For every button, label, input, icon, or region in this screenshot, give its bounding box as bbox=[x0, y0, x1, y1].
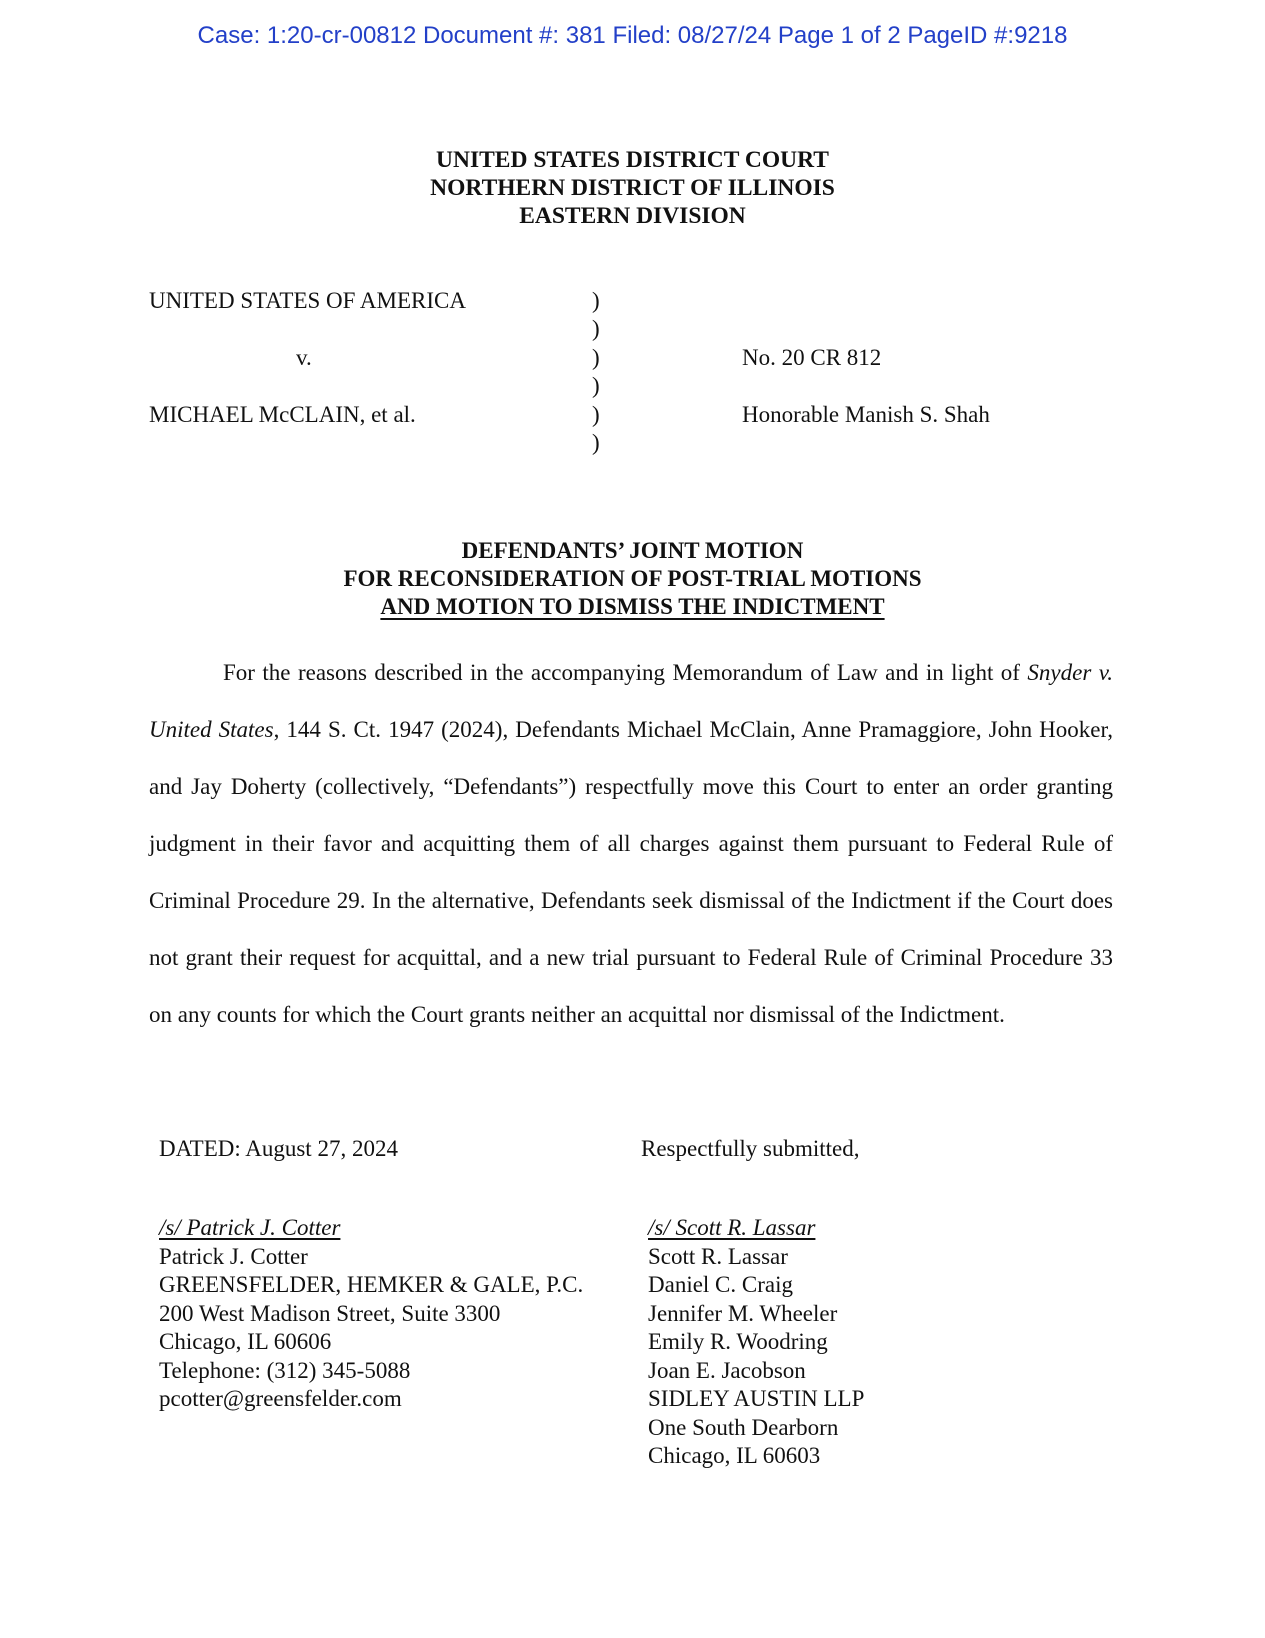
left-signature-line bbox=[159, 1214, 583, 1243]
court-name: UNITED STATES DISTRICT COURT bbox=[436, 147, 829, 173]
caption-paren: ) bbox=[592, 288, 600, 313]
caption-paren: ) bbox=[592, 316, 600, 341]
right-attorney-5: Joan E. Jacobson bbox=[648, 1357, 806, 1383]
right-address: One South Dearborn bbox=[648, 1414, 839, 1440]
motion-title-line-3 bbox=[0, 594, 1265, 620]
case-header-stamp: Case: 1:20-cr-00812 Document #: 381 Filed: 08/27/24 Page 1 of 2 PageID #:9218 bbox=[197, 22, 1068, 49]
right-attorney-3: Jennifer M. Wheeler bbox=[648, 1300, 838, 1326]
judge-name: Honorable Manish S. Shah bbox=[742, 402, 990, 427]
body-text-part-2: , 144 S. Ct. 1947 (2024), Defendants Michael McClain, Anne Pramaggiore, John Hooker, and Jay Doherty (collectively, “Defendants”) respectfully move this Court to enter an order granting judgment in their favor and acquitting them of all charges against them pursuant to Federal Rule of Criminal Procedure 29. In the alternative, Defendants seek dismissal of the Indictment if the Court does not grant their request for acquittal, and a new trial pursuant to Federal Rule of Criminal Procedure 33 on any counts for which the Court grants neither an acquittal nor dismissal of the Indictment. bbox=[149, 717, 1113, 1027]
caption-defendant: MICHAEL McCLAIN, et al. bbox=[149, 402, 416, 427]
court-district: NORTHERN DISTRICT OF ILLINOIS bbox=[430, 175, 835, 201]
right-signature-block bbox=[648, 1214, 864, 1471]
left-email: pcotter@greensfelder.com bbox=[159, 1386, 402, 1411]
case-number: No. 20 CR 812 bbox=[742, 345, 882, 370]
motion-body-paragraph bbox=[149, 644, 1113, 1043]
left-address: 200 West Madison Street, Suite 3300 bbox=[159, 1300, 501, 1326]
court-division: EASTERN DIVISION bbox=[519, 203, 746, 229]
left-telephone: Telephone: (312) 345-5088 bbox=[159, 1357, 411, 1383]
left-signature-text: Patrick J. Cotter bbox=[159, 1243, 308, 1269]
left-esignature: /s/ Patrick J. Cotter bbox=[159, 1215, 341, 1240]
dated-line: DATED: August 27, 2024 bbox=[159, 1136, 398, 1161]
right-city: Chicago, IL 60603 bbox=[648, 1443, 821, 1468]
caption-paren: ) bbox=[592, 345, 600, 370]
left-city: Chicago, IL 60606 bbox=[159, 1329, 332, 1354]
caption-plaintiff: UNITED STATES OF AMERICA bbox=[149, 288, 466, 313]
right-attorney-4: Emily R. Woodring bbox=[648, 1329, 828, 1354]
right-esignature: /s/ Scott R. Lassar bbox=[648, 1215, 816, 1240]
motion-title-line-2: FOR RECONSIDERATION OF POST-TRIAL MOTIONS bbox=[343, 566, 922, 591]
right-attorney-2: Daniel C. Craig bbox=[648, 1272, 793, 1297]
caption-paren: ) bbox=[592, 430, 600, 455]
motion-title-line-1: DEFENDANTS’ JOINT MOTION bbox=[461, 538, 804, 563]
right-signature-line bbox=[648, 1214, 864, 1243]
respectfully-submitted: Respectfully submitted, bbox=[641, 1136, 860, 1161]
left-signature-block bbox=[159, 1214, 583, 1414]
motion-title-line-3-text: AND MOTION TO DISMISS THE INDICTMENT bbox=[380, 594, 885, 619]
case-citation-italic: Snyder v. United States bbox=[149, 660, 1113, 742]
caption-versus: v. bbox=[296, 345, 312, 370]
caption-paren: ) bbox=[592, 402, 600, 427]
body-text-part-1: For the reasons described in the accompanying Memorandum of Law and in light of bbox=[223, 660, 1028, 685]
left-firm-name: GREENSFELDER, HEMKER & GALE, P.C. bbox=[159, 1272, 584, 1297]
right-attorney-1: Scott R. Lassar bbox=[648, 1243, 788, 1269]
caption-paren: ) bbox=[592, 373, 600, 398]
right-firm-name: SIDLEY AUSTIN LLP bbox=[648, 1386, 865, 1411]
